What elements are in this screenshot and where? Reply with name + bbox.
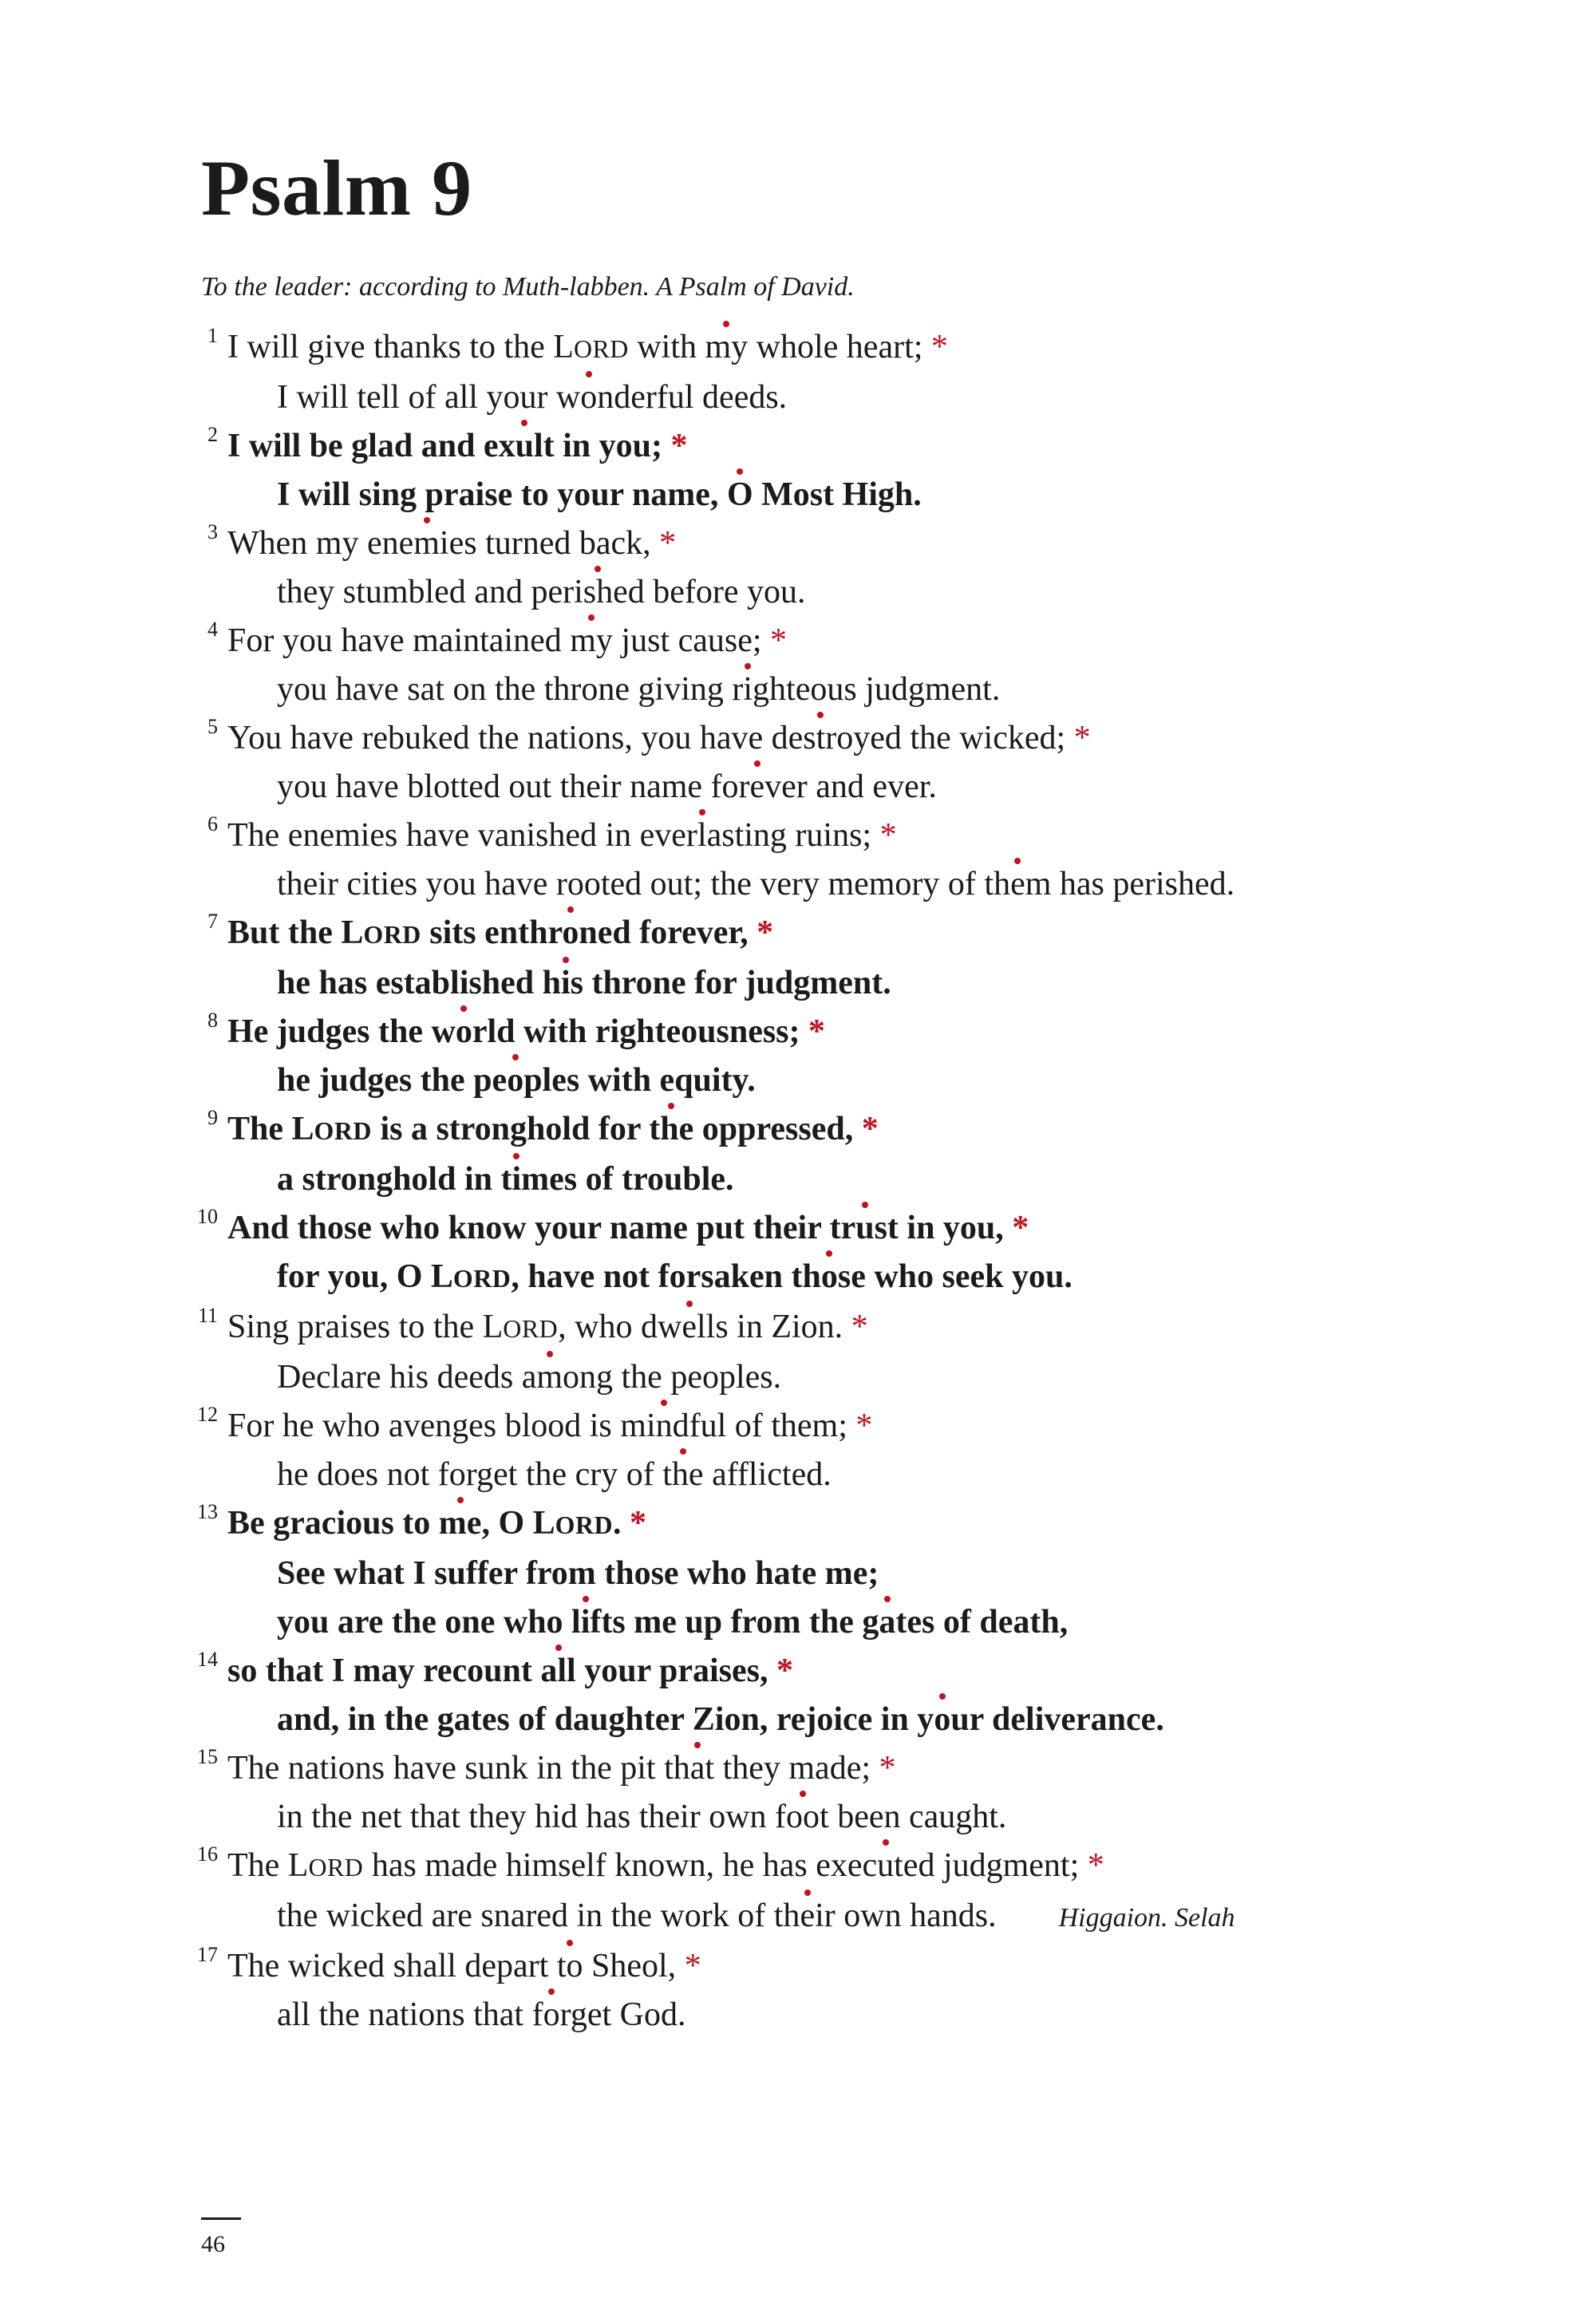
chant-point: all [540, 1653, 576, 1689]
verse-line: 4 For you have maintained my just cause; * [207, 618, 788, 659]
verse-number: 10 [197, 1205, 218, 1228]
verse-line: 6 The enemies have vanished in everlasting ruins; * [207, 812, 897, 854]
chant-point: m [413, 525, 440, 562]
verse-line: you have blotted out their name forever and ever. [277, 768, 937, 805]
chant-asterisk: * [843, 1309, 868, 1345]
verse-number: 7 [207, 910, 218, 933]
verse-2 [207, 422, 1361, 519]
chant-point: i [512, 1161, 522, 1198]
chant-asterisk: * [871, 817, 897, 854]
psalm-verses [197, 323, 1361, 2040]
chant-asterisk: * [800, 1013, 826, 1050]
chant-asterisk: * [650, 525, 677, 562]
chant-asterisk: * [1079, 1847, 1104, 1884]
verse-line: he judges the peoples with equity. [277, 1062, 756, 1099]
verse-line: 7 But the LORD sits enthroned forever, * [207, 910, 774, 951]
verse-line: their cities you have rooted out; the very memory of them has perished. [277, 866, 1235, 902]
verse-number: 1 [207, 324, 218, 347]
verse-8 [207, 1008, 1361, 1105]
divine-name: LORD [341, 914, 421, 951]
verse-line: 10 And those who know your name put their trust in you, * [197, 1205, 1029, 1246]
verse-line: for you, O LORD, have not forsaken those who seek you. [277, 1258, 1073, 1295]
chant-asterisk: * [676, 1948, 701, 1984]
chant-point: e [681, 1309, 697, 1345]
verse-number: 11 [197, 1304, 218, 1327]
chant-point: a [689, 1750, 705, 1787]
chant-point: m [536, 1359, 563, 1396]
chant-asterisk: * [853, 1111, 879, 1147]
verse-14 [197, 1647, 1361, 1744]
chant-point: o [507, 1062, 524, 1099]
verse-line: 9 The LORD is a stronghold for the oppressed, * [207, 1106, 879, 1147]
verse-line: 17 The wicked shall depart to Sheol, * [197, 1943, 701, 1984]
verse-line: 5 You have rebuked the nations, you have destroyed the wicked; * [207, 715, 1091, 756]
verse-number: 17 [197, 1943, 218, 1966]
verse-line: 8 He judges the world with righteousness; * [207, 1009, 826, 1050]
verse-7 [207, 909, 1361, 1008]
divine-name: LORD [482, 1309, 559, 1345]
verse-line: 3 When my enemies turned back, * [207, 520, 677, 562]
verse-line: the wicked are snared in the work of their own hands. Higgaion. Selah [277, 1897, 1235, 1934]
verse-line: 13 Be gracious to me, O LORD. * [197, 1500, 647, 1542]
divine-name: LORD [553, 329, 629, 365]
chant-asterisk: * [1065, 720, 1091, 756]
verse-line: 15 The nations have sunk in the pit that they made; * [197, 1745, 896, 1787]
verse-line: 11 Sing praises to the LORD, who dwells in Zion. * [197, 1304, 868, 1345]
chant-point: t [816, 720, 826, 756]
verse-number: 16 [197, 1842, 218, 1866]
chant-point: my [570, 622, 613, 659]
chant-point: u [877, 1847, 895, 1884]
divine-name: LORD [287, 1847, 364, 1884]
chant-point: to [556, 1948, 583, 1984]
chant-point: i [580, 1604, 591, 1641]
chant-point: u [855, 1210, 875, 1246]
verse-16 [197, 1842, 1361, 1942]
chant-asterisk: * [1003, 1210, 1029, 1246]
chant-point: o [543, 1996, 560, 2033]
verse-line: Declare his deeds among the peoples. [277, 1359, 782, 1396]
verse-4 [207, 617, 1361, 714]
chant-asterisk: * [662, 428, 688, 464]
chant-point: o [934, 1701, 951, 1738]
page-number: 46 [201, 2231, 225, 2257]
psalm-title: Psalm 9 [201, 144, 472, 232]
chant-point: n [655, 1408, 673, 1444]
verse-line: 16 The LORD has made himself known, he has executed judgment; * [197, 1842, 1104, 1884]
verse-number: 6 [207, 812, 218, 835]
psalm-superscription: To the leader: according to Muth-labben. A Psalm of David. [201, 272, 855, 302]
chant-asterisk: * [748, 914, 774, 951]
chant-point: me [438, 1505, 482, 1542]
chant-point: e [800, 1897, 816, 1934]
verse-12 [197, 1402, 1361, 1499]
verse-number: 15 [197, 1745, 218, 1768]
chant-point: the [662, 1456, 704, 1493]
verse-line: he has established his throne for judgment. [277, 965, 891, 1001]
verse-6 [207, 811, 1361, 909]
verse-number: 2 [207, 423, 218, 446]
divine-name: LORD [430, 1258, 512, 1295]
verse-line: a stronghold in times of trouble. [277, 1161, 734, 1198]
verse-5 [207, 714, 1361, 811]
verse-line: in the net that they hid has their own foot been caught. [277, 1799, 1007, 1835]
verse-1 [207, 323, 1361, 422]
verse-17 [197, 1942, 1361, 2040]
verse-number: 9 [207, 1106, 218, 1129]
verse-13 [197, 1499, 1361, 1647]
verse-line: 1 I will give thanks to the LORD with my whole heart; * [207, 324, 948, 365]
verse-line: you have sat on the throne giving righteous judgment. [277, 671, 1001, 708]
verse-line: I will sing praise to your name, O Most High. [277, 476, 922, 513]
chant-point: a [879, 1604, 896, 1641]
verse-line: 14 so that I may recount all your praises, * [197, 1648, 793, 1689]
chant-point: l [697, 817, 707, 854]
chant-point: o [820, 1258, 838, 1295]
selah-note: Higgaion. Selah [1058, 1903, 1235, 1933]
verse-10 [197, 1204, 1361, 1303]
verse-line: 12 For he who avenges blood is mindful of them; * [197, 1403, 873, 1444]
verse-line: and, in the gates of daughter Zion, rejoice in your deliverance. [277, 1701, 1164, 1738]
verse-line: all the nations that forget God. [277, 1996, 686, 2033]
verse-15 [197, 1744, 1361, 1842]
chant-asterisk: * [922, 329, 948, 365]
divine-name: LORD [291, 1111, 372, 1147]
chant-asterisk: * [871, 1750, 896, 1787]
chant-point: o [580, 379, 598, 416]
footer-rule [201, 2217, 241, 2220]
chant-asterisk: * [768, 1653, 793, 1689]
verse-number: 13 [197, 1500, 218, 1523]
chant-point: O [726, 476, 753, 513]
verse-line: I will tell of all your wonderful deeds. [277, 379, 788, 416]
verse-line: they stumbled and perished before you. [277, 574, 806, 610]
chant-asterisk: * [847, 1408, 873, 1444]
chant-point: o [562, 914, 579, 951]
verse-number: 12 [197, 1403, 218, 1426]
chant-point: the [649, 1111, 694, 1147]
verse-number: 8 [207, 1009, 218, 1032]
chant-point: sh [583, 574, 614, 610]
chant-asterisk: * [621, 1505, 647, 1542]
verse-3 [207, 519, 1361, 617]
verse-11 [197, 1303, 1361, 1402]
chant-point: e [1010, 866, 1025, 902]
verse-number: 5 [207, 715, 218, 738]
verse-line: he does not forget the cry of the afflicted. [277, 1456, 832, 1493]
verse-line: See what I suffer from those who hate me; [277, 1555, 879, 1592]
chant-point: i [743, 671, 753, 708]
chant-point: o [455, 1013, 472, 1050]
divine-name: LORD [532, 1505, 614, 1542]
chant-point: e [749, 768, 765, 805]
verse-9 [207, 1105, 1361, 1204]
chant-point: u [515, 428, 534, 464]
chant-point: i [560, 965, 571, 1001]
chant-point: oo [786, 1799, 820, 1835]
verse-number: 14 [197, 1648, 218, 1671]
chant-asterisk: * [761, 622, 788, 659]
verse-number: 3 [207, 520, 218, 543]
chant-point: my [705, 329, 749, 365]
verse-line: you are the one who lifts me up from the gates of death, [277, 1604, 1069, 1641]
verse-number: 4 [207, 618, 218, 641]
verse-line: 2 I will be glad and exult in you; * [207, 423, 688, 464]
